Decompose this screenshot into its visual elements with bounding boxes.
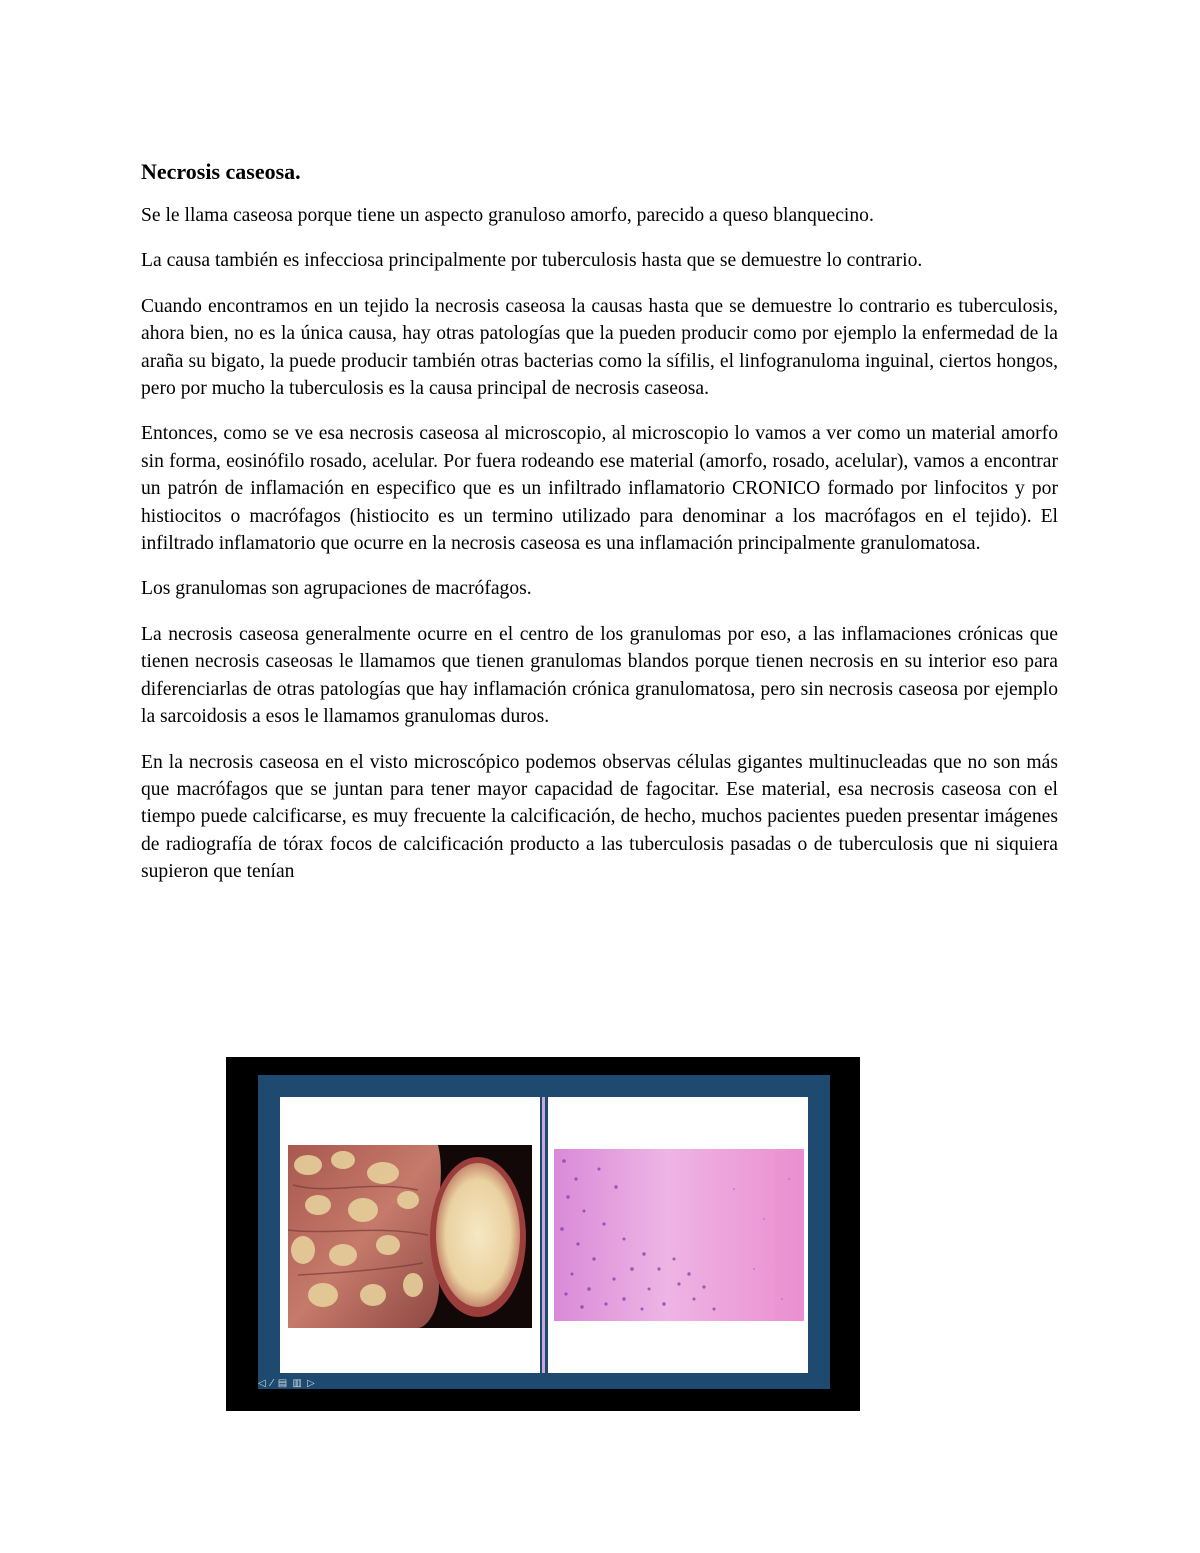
document-title: Necrosis caseosa. — [141, 159, 301, 184]
gross-specimen-photo — [288, 1145, 532, 1328]
histology-illustration — [554, 1149, 804, 1321]
paragraph-1: Se le llama caseosa porque tiene un aspecto granuloso amorfo, parecido a queso blanquecino. — [141, 205, 874, 226]
panel-divider — [542, 1097, 545, 1373]
caseous-node-illustration — [288, 1145, 532, 1328]
gross-specimen-panel — [280, 1097, 540, 1373]
slide-navigation-controls[interactable]: ◁ ⁄ ▤ ▥ ▷ — [258, 1378, 316, 1389]
slide-figure — [226, 1057, 860, 1411]
paragraph-4: Entonces, como se ve esa necrosis caseosa al microscopio, al microscopio lo vamos a ver como un material amorfo sin forma, eosinófilo rosado, acelular. Por fuera rodeando ese material (amorfo, rosado, acelular), vamos a encontrar un patrón de inflamación en especifico que es un infiltrado inflamatorio CRONICO formado por linfocitos y por histiocitos o macrófagos (histiocito es un termino utilizado para denominar a los macrófagos en el tejido). El infiltrado inflamatorio que ocurre en la necrosis caseosa es una inflamación principalmente granulomatosa. — [141, 423, 1058, 555]
paragraph-7: En la necrosis caseosa en el visto microscópico podemos observas células gigantes multinucleadas que no son más que macrófagos que se juntan para tener mayor capacidad de fagocitar. Ese material, esa necrosis caseosa con el tiempo puede calcificarse, es muy frecuente la calcificación, de hecho, muchos pacientes pueden presentar imágenes de radiografía de tórax focos de calcificación producto a las tuberculosis pasadas o de tuberculosis que ni siquiera supieron que tenían — [141, 751, 1058, 883]
paragraph-6: La necrosis caseosa generalmente ocurre en el centro de los granulomas por eso, a las inflamaciones crónicas que tienen necrosis caseosas le llamamos que tienen granulomas blandos porque tienen necrosis en su interior eso para diferenciarlas de otras patologías que hay inflamación crónica granulomatosa, pero sin necrosis caseosa por ejemplo la sarcoidosis a esos le llamamos granulomas duros. — [141, 623, 1058, 728]
document-body — [141, 158, 1058, 904]
paragraph-5: Los granulomas son agrupaciones de macrófagos. — [141, 578, 532, 600]
paragraph-2: La causa también es infecciosa principalmente por tuberculosis hasta que se demuestre lo contrario. — [141, 250, 923, 272]
presentation-slide — [258, 1075, 830, 1389]
histology-photo — [554, 1149, 804, 1321]
histology-panel — [548, 1097, 808, 1373]
paragraph-3: Cuando encontramos en un tejido la necrosis caseosa la causas hasta que se demuestre lo contrario es tuberculosis, ahora bien, no es la única causa, hay otras patologías que la pueden producir como por ejemplo la enfermedad de la araña su bigato, la puede producir también otras bacterias como la sífilis, el linfogranuloma inguinal, ciertos hongos, pero por mucho la tuberculosis es la causa principal de necrosis caseosa. — [141, 295, 1058, 400]
